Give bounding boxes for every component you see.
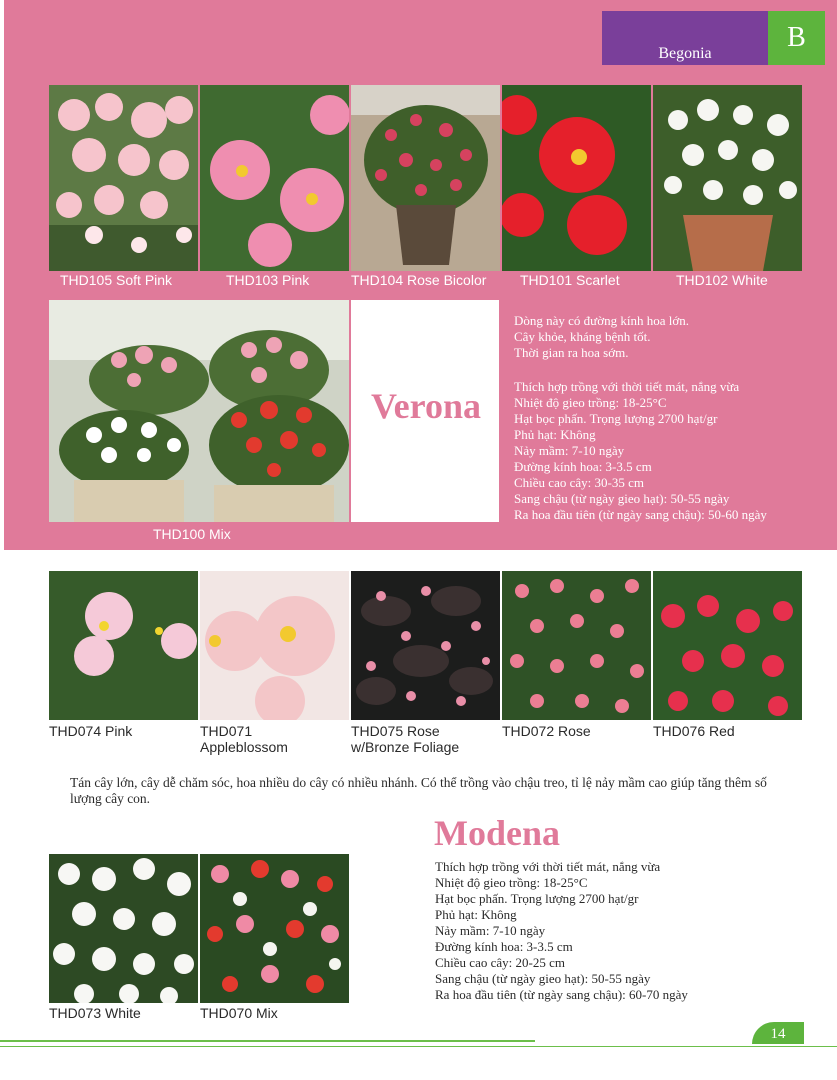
verona-spec-line: Sang chậu (từ ngày gieo hạt): 50-55 ngày	[514, 491, 730, 506]
verona-spec-line: Thích hợp trồng với thời tiết mát, nắng vừa	[514, 379, 740, 394]
verona-desc-line: Thời gian ra hoa sớm.	[514, 345, 629, 360]
caption-thd102: THD102 White	[676, 272, 768, 288]
verona-spec-line: Ra hoa đầu tiên (từ ngày sang chậu): 50-60 ngày	[514, 507, 767, 522]
caption-thd073: THD073 White	[49, 1005, 141, 1021]
footer-line	[0, 1046, 837, 1047]
caption-line: Appleblossom	[200, 739, 288, 755]
modena-spec-line: Phủ hạt: Không	[435, 907, 517, 922]
category-tab: Begonia	[602, 11, 768, 65]
modena-title: Modena	[434, 813, 560, 853]
verona-specs	[514, 379, 767, 523]
footer-line	[0, 1040, 535, 1042]
category-letter-tab: B	[768, 11, 825, 65]
verona-description	[514, 313, 689, 361]
verona-spec-line: Đường kính hoa: 3-3.5 cm	[514, 459, 652, 474]
page-number: 14	[752, 1022, 804, 1044]
caption-thd071	[200, 723, 288, 755]
photo-thd102-white	[653, 85, 802, 271]
caption-thd072	[502, 723, 591, 739]
verona-spec-line: Nảy mầm: 7-10 ngày	[514, 443, 625, 458]
modena-spec-line: Thích hợp trồng với thời tiết mát, nắng vừa	[435, 859, 661, 874]
caption-thd076	[653, 723, 735, 739]
photo-thd105-soft-pink	[49, 85, 198, 271]
verona-spec-line: Nhiệt độ gieo trồng: 18-25°C	[514, 395, 667, 410]
modena-spec-line: Ra hoa đầu tiên (từ ngày sang chậu): 60-70 ngày	[435, 987, 688, 1002]
caption-thd070: THD070 Mix	[200, 1005, 278, 1021]
photo-thd104-rose-bicolor	[351, 85, 500, 271]
caption-thd105: THD105 Soft Pink	[60, 272, 173, 288]
caption-line: THD074 Pink	[49, 723, 133, 739]
modena-intro: Tán cây lớn, cây dễ chăm sóc, hoa nhiều do cây có nhiều nhánh. Có thể trồng vào chậu treo, tỉ lệ nảy mầm cao giúp tăng thêm số lượng cây con.	[70, 775, 767, 806]
modena-spec-line: Sang chậu (từ ngày gieo hạt): 50-55 ngày	[435, 971, 651, 986]
caption-thd074	[49, 723, 132, 739]
caption-line: THD075 Rose	[351, 723, 440, 739]
verona-title: Verona	[370, 386, 482, 426]
modena-spec-line: Đường kính hoa: 3-3.5 cm	[435, 939, 573, 954]
verona-desc-line: Cây khỏe, kháng bệnh tốt.	[514, 329, 651, 344]
photo-thd103-pink	[200, 85, 349, 271]
verona-desc-line: Dòng này có đường kính hoa lớn.	[514, 313, 689, 328]
photo-thd076-red	[653, 571, 802, 720]
caption-thd101: THD101 Scarlet	[520, 272, 620, 288]
modena-spec-line: Chiều cao cây: 20-25 cm	[435, 955, 565, 970]
photo-thd075-rose-bronze	[351, 571, 500, 720]
photo-thd101-scarlet	[502, 85, 651, 271]
photo-thd073-white	[49, 854, 198, 1003]
photo-thd100-mix	[49, 300, 349, 522]
photo-thd070-mix	[200, 854, 349, 1003]
modena-spec-line: Nhiệt độ gieo trồng: 18-25°C	[435, 875, 588, 890]
verona-spec-line: Hạt bọc phấn. Trọng lượng 2700 hạt/gr	[514, 411, 718, 426]
caption-thd103: THD103 Pink	[226, 272, 310, 288]
photo-thd071-appleblossom	[200, 571, 349, 720]
photo-thd072-rose	[502, 571, 651, 720]
caption-thd075	[351, 723, 459, 755]
caption-line: w/Bronze Foliage	[351, 739, 460, 755]
caption-line: THD076 Red	[653, 723, 735, 739]
caption-line: THD071	[200, 723, 253, 739]
caption-thd100: THD100 Mix	[153, 526, 231, 542]
modena-spec-line: Nảy mầm: 7-10 ngày	[435, 923, 546, 938]
photo-thd074-pink	[49, 571, 198, 720]
modena-specs	[435, 859, 688, 1003]
verona-spec-line: Phủ hạt: Không	[514, 427, 596, 442]
modena-spec-line: Hạt bọc phấn. Trọng lượng 2700 hạt/gr	[435, 891, 639, 906]
verona-spec-line: Chiều cao cây: 30-35 cm	[514, 475, 644, 490]
caption-thd104: THD104 Rose Bicolor	[351, 272, 487, 288]
caption-line: THD072 Rose	[502, 723, 591, 739]
